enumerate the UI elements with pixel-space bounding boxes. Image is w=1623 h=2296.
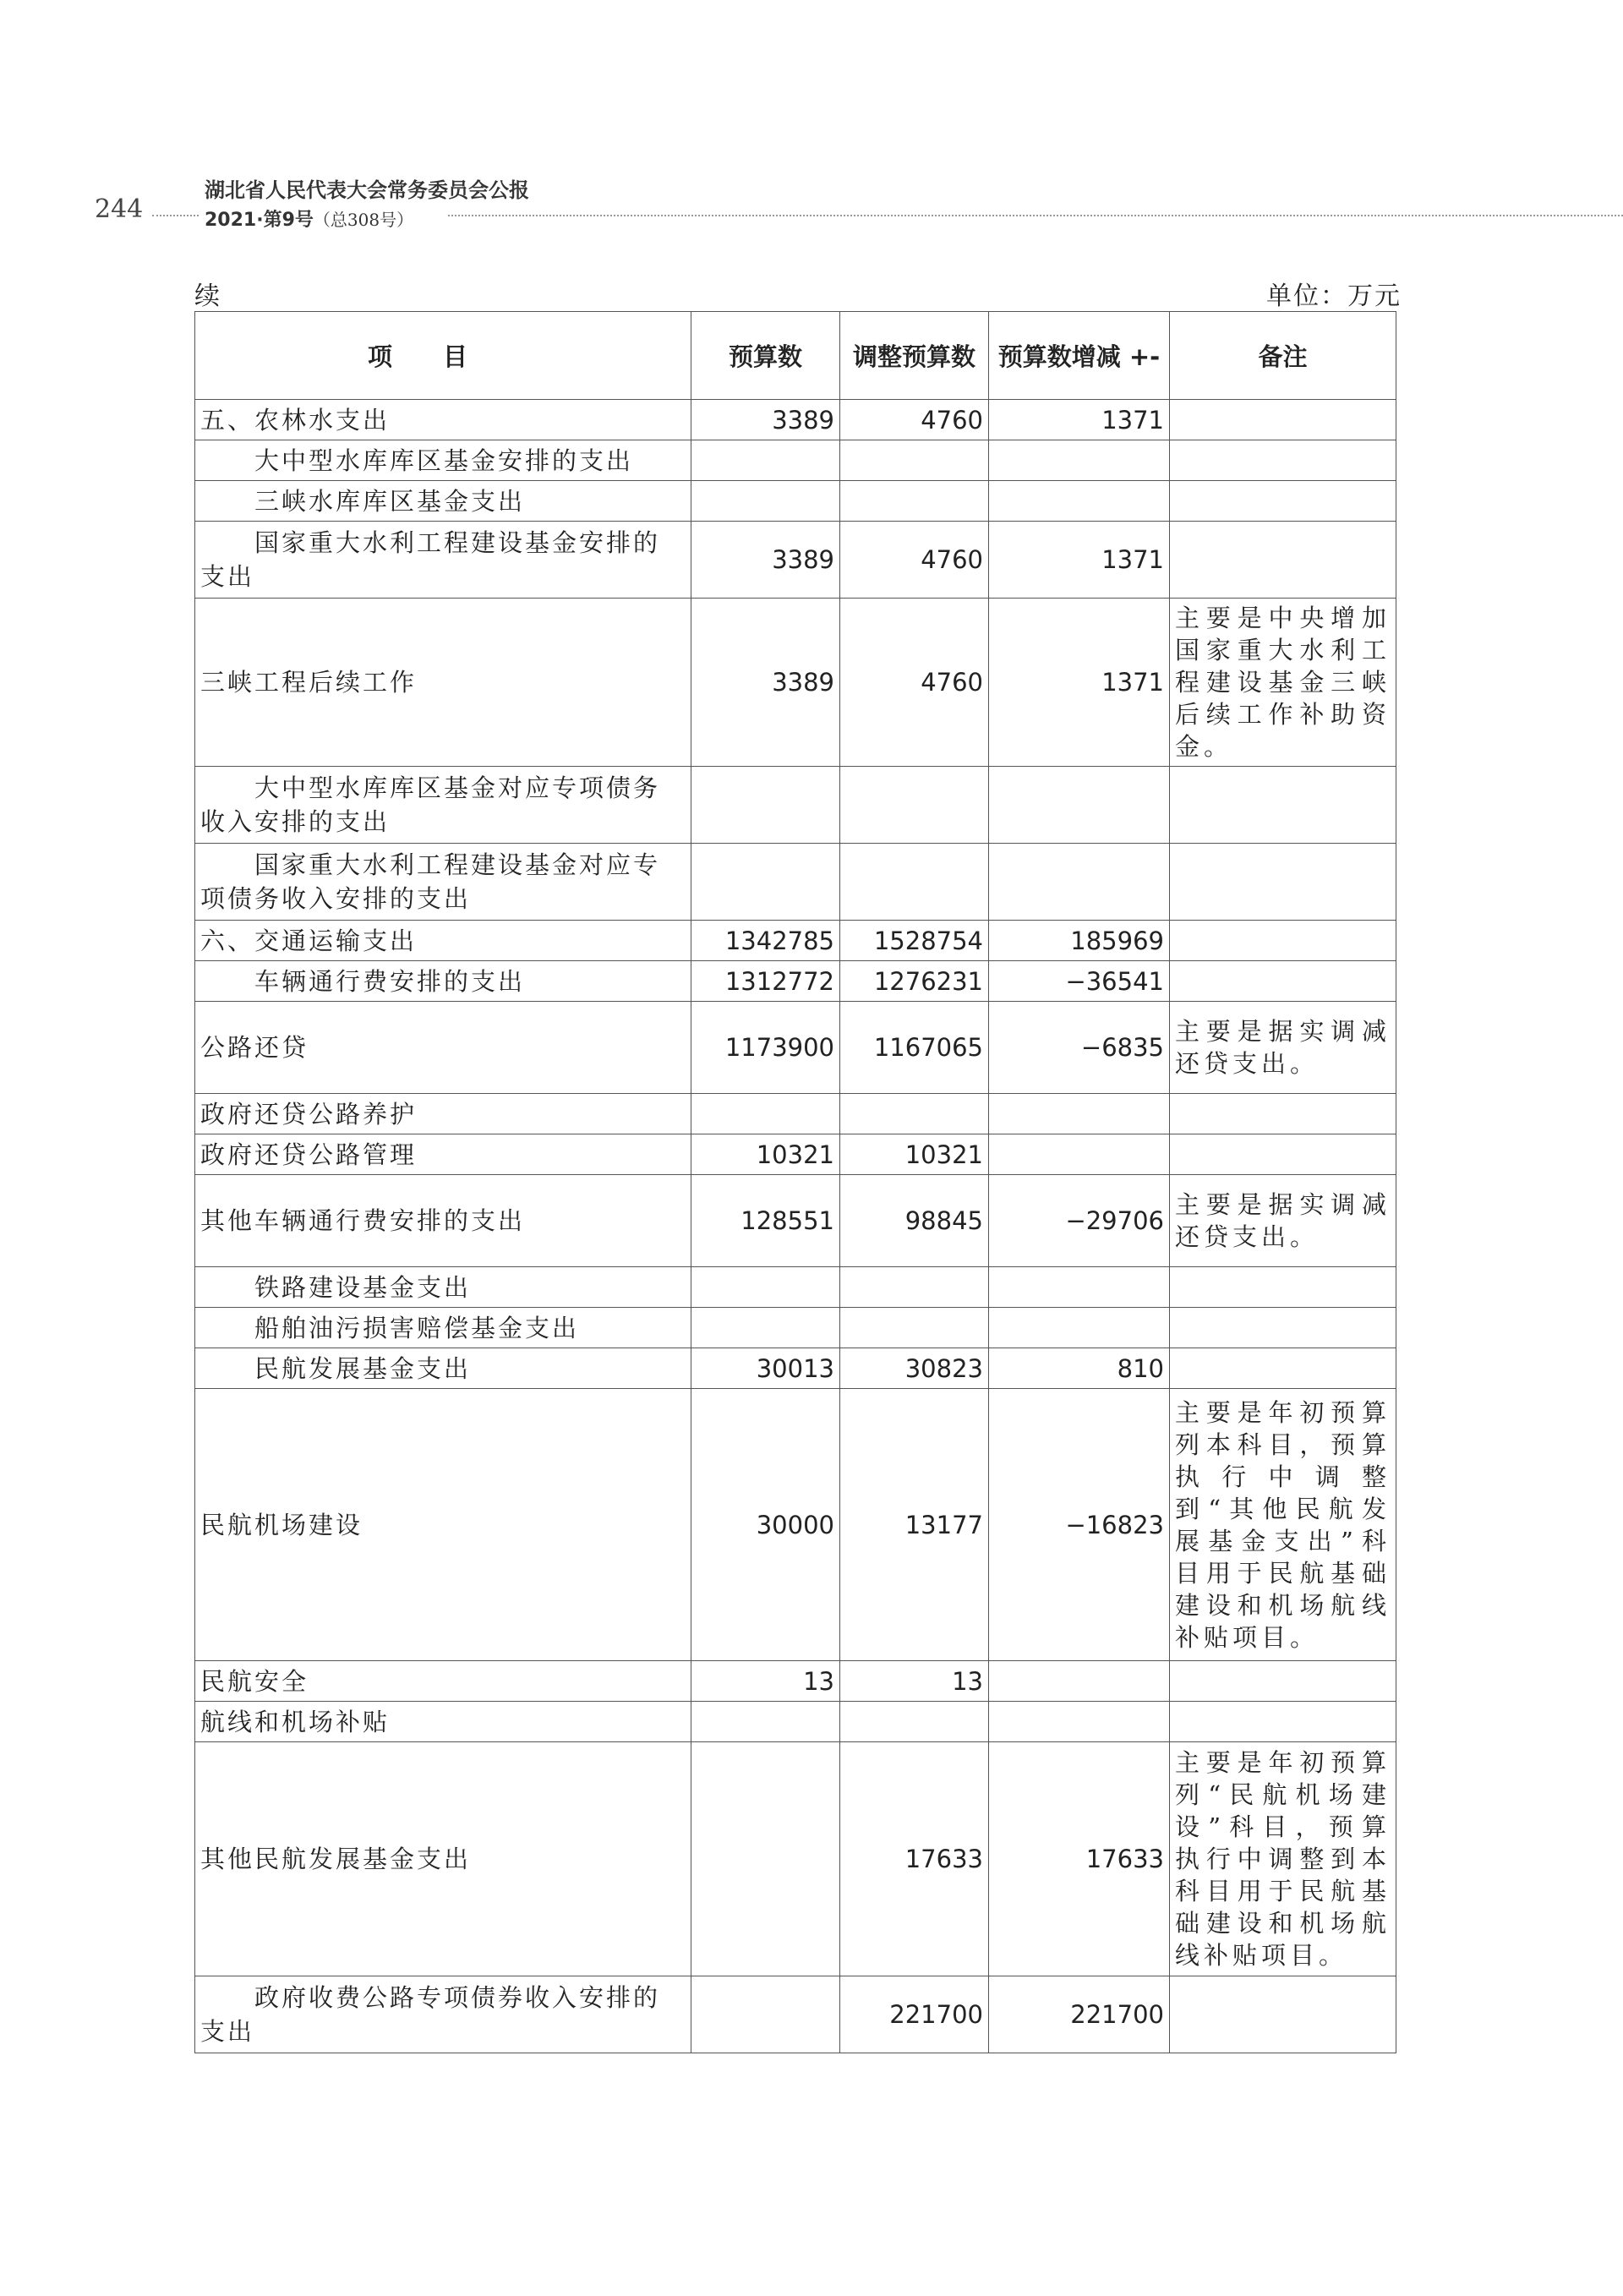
adjusted-cell: 13177 (840, 1389, 989, 1661)
table-row (195, 767, 1396, 844)
budget-cell: 128551 (691, 1175, 840, 1267)
change-cell (989, 1308, 1170, 1348)
adjusted-cell: 30823 (840, 1348, 989, 1389)
adjusted-cell: 221700 (840, 1976, 989, 2053)
item-cell: 三峡工程后续工作 (195, 599, 691, 767)
item-cell: 船舶油污损害赔偿基金支出 (195, 1308, 691, 1348)
note-cell (1170, 1348, 1396, 1389)
budget-cell: 10321 (691, 1134, 840, 1175)
adjusted-cell: 4760 (840, 522, 989, 599)
adjusted-cell: 10321 (840, 1134, 989, 1175)
adjusted-cell (840, 481, 989, 522)
column-header-budget: 预算数 (691, 312, 840, 400)
note-cell (1170, 400, 1396, 440)
adjusted-cell (840, 1702, 989, 1742)
table-row (195, 1267, 1396, 1308)
item-cell: 国家重大水利工程建设基金对应专项债务收入安排的支出 (195, 844, 691, 921)
note-cell (1170, 1267, 1396, 1308)
table-row (195, 921, 1396, 961)
adjusted-cell: 1276231 (840, 961, 989, 1002)
adjusted-cell: 1167065 (840, 1002, 989, 1094)
note-cell (1170, 1976, 1396, 2053)
budget-cell (691, 767, 840, 844)
adjusted-cell: 98845 (840, 1175, 989, 1267)
item-cell: 六、交通运输支出 (195, 921, 691, 961)
table-row (195, 1976, 1396, 2053)
adjusted-cell: 17633 (840, 1742, 989, 1976)
adjusted-cell (840, 1267, 989, 1308)
adjusted-cell: 13 (840, 1661, 989, 1702)
item-cell: 政府还贷公路管理 (195, 1134, 691, 1175)
table-row (195, 1175, 1396, 1267)
note-cell (1170, 440, 1396, 481)
budget-cell: 1312772 (691, 961, 840, 1002)
item-cell: 民航安全 (195, 1661, 691, 1702)
column-header-adjusted: 调整预算数 (840, 312, 989, 400)
page-number: 244 (95, 194, 144, 224)
budget-cell (691, 1094, 840, 1134)
note-cell (1170, 961, 1396, 1002)
table-row (195, 1348, 1396, 1389)
continued-label: 续 (194, 282, 220, 311)
item-cell: 其他车辆通行费安排的支出 (195, 1175, 691, 1267)
budget-table (194, 311, 1396, 2053)
change-cell: 185969 (989, 921, 1170, 961)
unit-label: 单位：万元 (1266, 282, 1402, 311)
budget-cell (691, 1702, 840, 1742)
change-cell: −36541 (989, 961, 1170, 1002)
budget-cell (691, 440, 840, 481)
budget-cell (691, 1976, 840, 2053)
budget-cell (691, 1742, 840, 1976)
item-cell: 大中型水库库区基金对应专项债务收入安排的支出 (195, 767, 691, 844)
budget-cell (691, 1308, 840, 1348)
note-cell (1170, 767, 1396, 844)
adjusted-cell (840, 1094, 989, 1134)
budget-cell: 3389 (691, 400, 840, 440)
table-row (195, 1661, 1396, 1702)
header-rule-right (448, 215, 1623, 216)
change-cell: −16823 (989, 1389, 1170, 1661)
change-cell (989, 1094, 1170, 1134)
note-cell (1170, 921, 1396, 961)
issue-number: 2021·第9号 (205, 210, 314, 231)
budget-cell: 3389 (691, 599, 840, 767)
table-row (195, 481, 1396, 522)
column-header-note: 备注 (1170, 312, 1396, 400)
table-row (195, 522, 1396, 599)
item-cell: 其他民航发展基金支出 (195, 1742, 691, 1976)
change-cell (989, 1267, 1170, 1308)
change-cell: 810 (989, 1348, 1170, 1389)
note-cell (1170, 1661, 1396, 1702)
change-cell: −29706 (989, 1175, 1170, 1267)
change-cell: 1371 (989, 599, 1170, 767)
item-cell: 公路还贷 (195, 1002, 691, 1094)
budget-cell: 3389 (691, 522, 840, 599)
change-cell: 221700 (989, 1976, 1170, 2053)
note-cell (1170, 1308, 1396, 1348)
change-cell (989, 767, 1170, 844)
table-row (195, 961, 1396, 1002)
item-cell: 民航发展基金支出 (195, 1348, 691, 1389)
change-cell (989, 1702, 1170, 1742)
change-cell: 1371 (989, 400, 1170, 440)
adjusted-cell (840, 1308, 989, 1348)
adjusted-cell: 4760 (840, 400, 989, 440)
item-cell: 大中型水库库区基金安排的支出 (195, 440, 691, 481)
header-rule-left (152, 215, 199, 216)
adjusted-cell: 1528754 (840, 921, 989, 961)
budget-cell: 1342785 (691, 921, 840, 961)
table-row (195, 1389, 1396, 1661)
note-cell: 主要是据实调减还贷支出。 (1170, 1002, 1396, 1094)
change-cell (989, 844, 1170, 921)
table-row (195, 400, 1396, 440)
journal-title: 湖北省人民代表大会常务委员会公报 (205, 178, 529, 202)
note-cell (1170, 1702, 1396, 1742)
adjusted-cell (840, 767, 989, 844)
note-cell: 主要是中央增加国家重大水利工程建设基金三峡后续工作补助资金。 (1170, 599, 1396, 767)
note-cell (1170, 481, 1396, 522)
column-header-item: 项目 (195, 312, 691, 400)
note-cell (1170, 844, 1396, 921)
adjusted-cell (840, 844, 989, 921)
change-cell (989, 481, 1170, 522)
change-cell: 17633 (989, 1742, 1170, 1976)
item-cell: 五、农林水支出 (195, 400, 691, 440)
note-cell: 主要是年初预算列“民航机场建设”科目，预算执行中调整到本科目用于民航基础建设和机场航线补贴项目。 (1170, 1742, 1396, 1976)
table-row (195, 1742, 1396, 1976)
note-cell: 主要是年初预算列本科目，预算执行中调整到“其他民航发展基金支出”科目用于民航基础建设和机场航线补贴项目。 (1170, 1389, 1396, 1661)
item-cell: 航线和机场补贴 (195, 1702, 691, 1742)
table-row (195, 1134, 1396, 1175)
item-cell: 铁路建设基金支出 (195, 1267, 691, 1308)
budget-cell (691, 1267, 840, 1308)
table-row (195, 1094, 1396, 1134)
note-cell (1170, 1134, 1396, 1175)
change-cell (989, 440, 1170, 481)
budget-cell: 30013 (691, 1348, 840, 1389)
item-cell: 政府收费公路专项债券收入安排的支出 (195, 1976, 691, 2053)
change-cell: −6835 (989, 1002, 1170, 1094)
table-row (195, 844, 1396, 921)
issue-total: （总308号） (313, 210, 414, 230)
note-cell (1170, 522, 1396, 599)
item-cell: 国家重大水利工程建设基金安排的支出 (195, 522, 691, 599)
item-cell: 民航机场建设 (195, 1389, 691, 1661)
column-header-change: 预算数增减 +- (989, 312, 1170, 400)
table-row (195, 599, 1396, 767)
budget-cell: 1173900 (691, 1002, 840, 1094)
item-cell: 三峡水库库区基金支出 (195, 481, 691, 522)
table-row (195, 440, 1396, 481)
item-cell: 车辆通行费安排的支出 (195, 961, 691, 1002)
budget-cell (691, 844, 840, 921)
budget-cell: 13 (691, 1661, 840, 1702)
table-row (195, 1702, 1396, 1742)
budget-cell: 30000 (691, 1389, 840, 1661)
change-cell (989, 1661, 1170, 1702)
issue-line (205, 205, 413, 232)
change-cell (989, 1134, 1170, 1175)
adjusted-cell: 4760 (840, 599, 989, 767)
change-cell: 1371 (989, 522, 1170, 599)
adjusted-cell (840, 440, 989, 481)
note-cell (1170, 1094, 1396, 1134)
budget-cell (691, 481, 840, 522)
table-row (195, 1308, 1396, 1348)
table-header-row (195, 312, 1396, 400)
note-cell: 主要是据实调减还贷支出。 (1170, 1175, 1396, 1267)
table-row (195, 1002, 1396, 1094)
item-cell: 政府还贷公路养护 (195, 1094, 691, 1134)
